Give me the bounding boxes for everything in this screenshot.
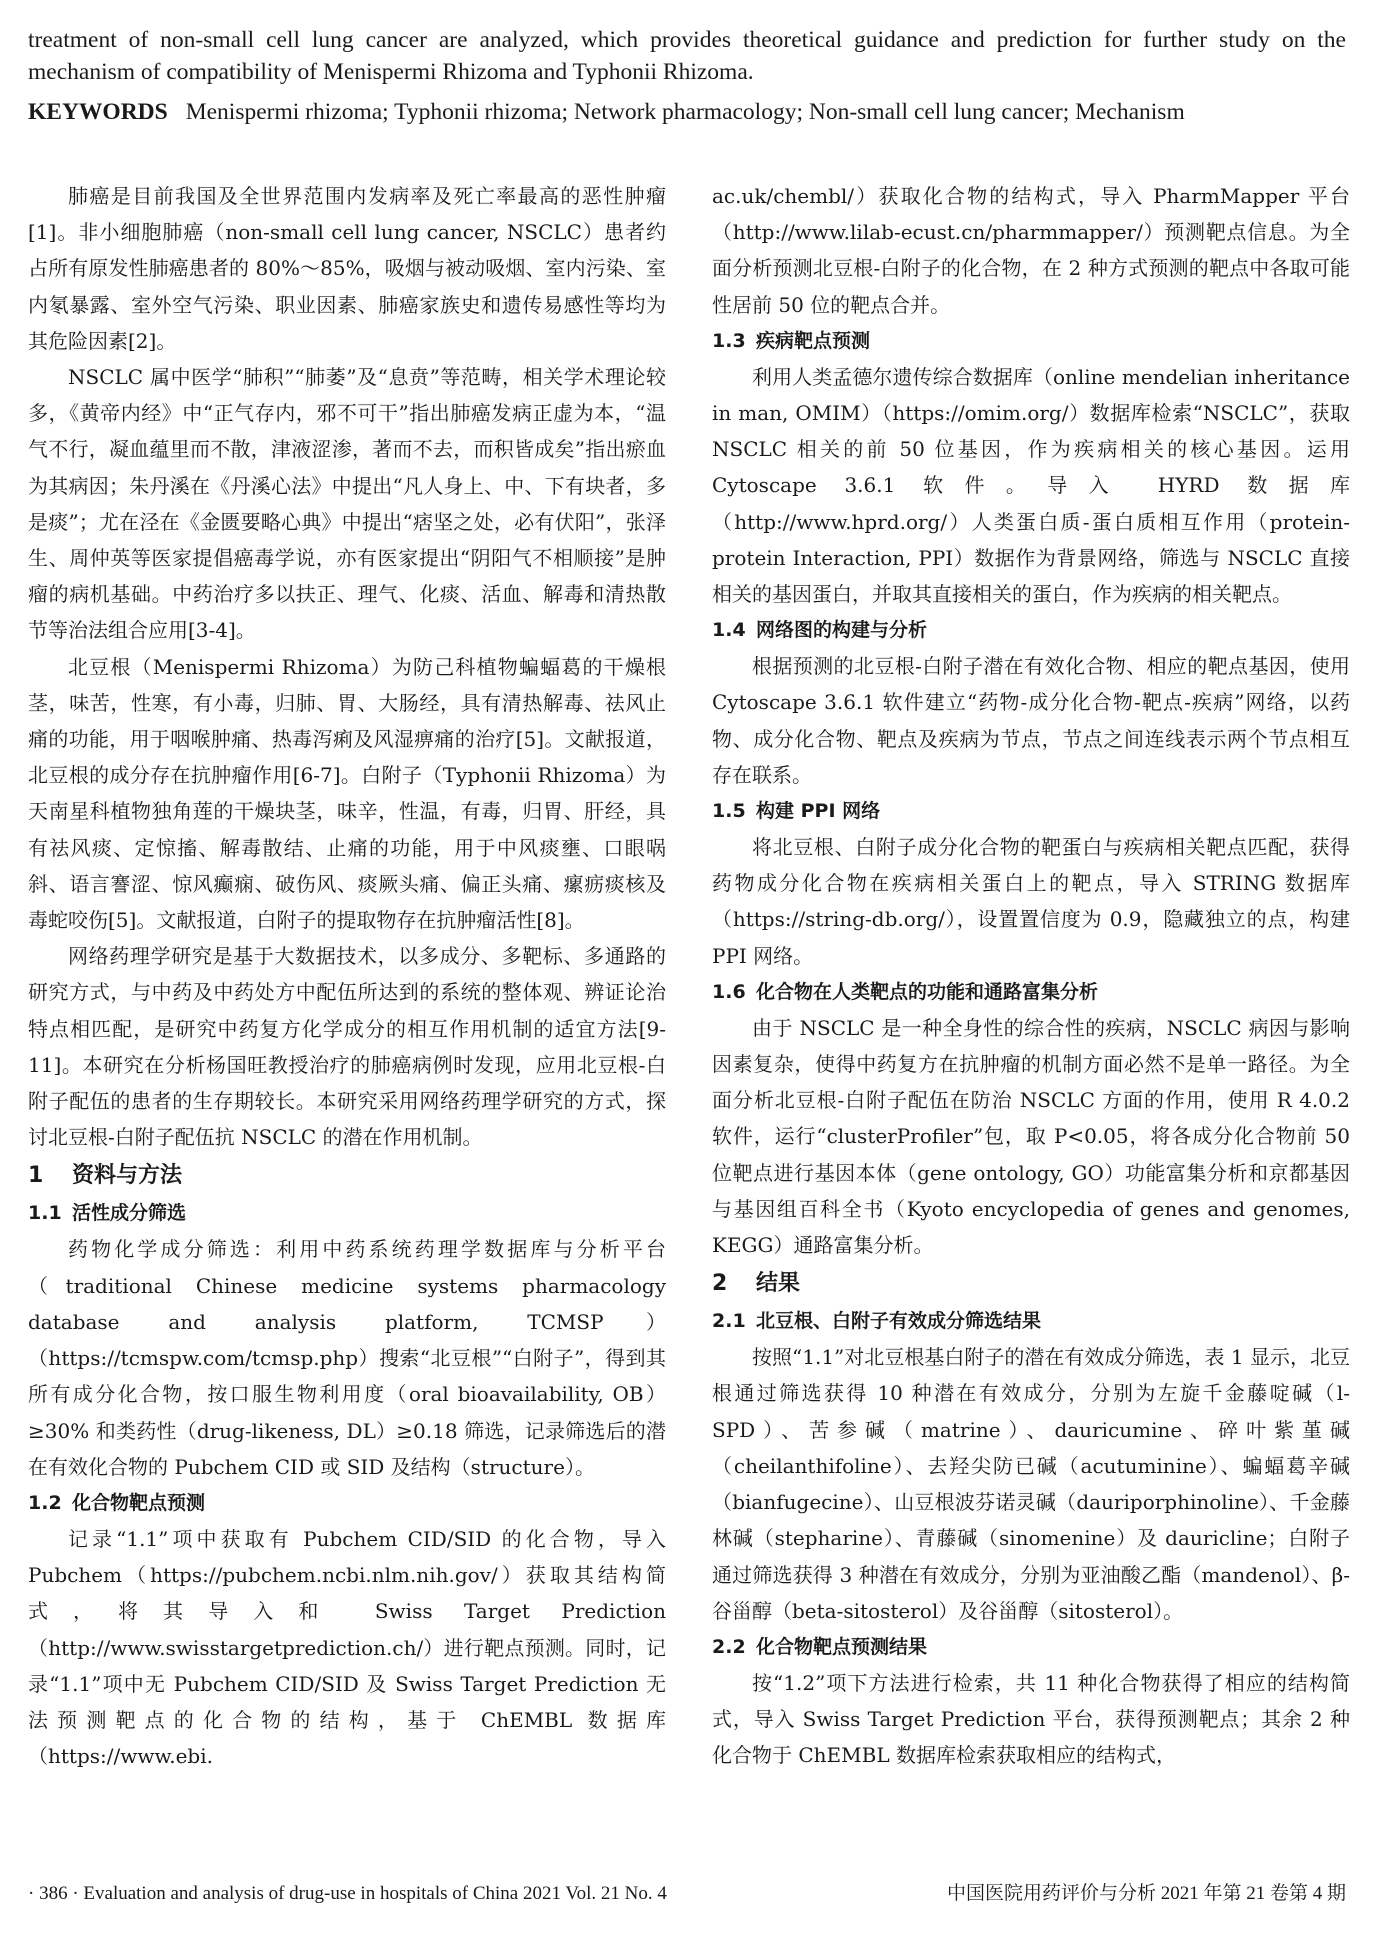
paragraph: 将北豆根、白附子成分化合物的靶蛋白与疾病相关靶点匹配，获得药物成分化合物在疾病相关蛋白上的靶点，导入 STRING 数据库（https://string-db.org/），设置置信度为 0.9，隐藏独立的点，构建 PPI 网络。 bbox=[712, 835, 1350, 968]
subsection-title: 疾病靶点预测 bbox=[756, 329, 871, 352]
subsection-number: 1.1 bbox=[28, 1202, 62, 1225]
subsection-title: 化合物靶点预测结果 bbox=[756, 1635, 928, 1658]
section-number: 2 bbox=[712, 1271, 728, 1297]
paragraph: 网络药理学研究是基于大数据技术，以多成分、多靶标、多通路的研究方式，与中药及中药处方中配伍所达到的系统的整体观、辨证论治特点相匹配，是研究中药复方化学成分的相互作用机制的适宜方法[9-11]。本研究在分析杨国旺教授治疗的肺癌病例时发现，应用北豆根-白附子配伍的患者的生存期较长。本研究采用网络药理学研究的方式，探讨北豆根-白附子配伍抗 NSCLC 的潜在作用机制。 bbox=[28, 944, 666, 1150]
section-heading bbox=[28, 1157, 666, 1195]
paragraph: 按照“1.1”对北豆根基白附子的潜在有效成分筛选，表 1 显示，北豆根通过筛选获得 10 种潜在有效成分，分别为左旋千金藤啶碱（l-SPD）、苦参碱（matrine）、dauricumine、碎叶紫堇碱（cheilanthifoline）、去羟尖防已碱（acutuminine）、蝙蝠葛辛碱（bianfugecine）、山豆根波芬诺灵碱（dauriporphinoline）、千金藤林碱（stepharine）、青藤碱（sinomenine）及 dauricline；白附子通过筛选获得 3 种潜在有效成分，分别为亚油酸乙酯（mandenol）、β-谷甾醇（beta-sitosterol）及谷甾醇（sitosterol）。 bbox=[712, 1345, 1350, 1623]
subsection-heading bbox=[28, 1485, 666, 1521]
paragraph: 药物化学成分筛选：利用中药系统药理学数据库与分析平台（traditional Chinese medicine systems pharmacology database and analysis platform, TCMSP）（https://tcmspw.com/tcmsp.php）搜索“北豆根”“白附子”，得到其所有成分化合物，按口服生物利用度（oral bioavailability, OB）≥30% 和类药性（drug-likeness, DL）≥0.18 筛选，记录筛选后的潜在有效化合物的 Pubchem CID 或 SID 及结构（structure）。 bbox=[28, 1237, 666, 1479]
section-heading bbox=[712, 1265, 1350, 1303]
abstract-tail: treatment of non-small cell lung cancer are analyzed, which provides theoretical guidance and prediction for further study on the mechanism of compatibility of Menispermi Rhizoma and Typhonii Rhizoma. bbox=[28, 27, 1346, 85]
subsection-number: 2.1 bbox=[712, 1310, 746, 1333]
left-column bbox=[28, 178, 666, 1774]
subsection-heading bbox=[712, 793, 1350, 829]
paragraph: 按“1.2”项下方法进行检索，共 11 种化合物获得了相应的结构简式，导入 Swiss Target Prediction 平台，获得预测靶点；其余 2 种化合物于 ChEMBL 数据库检索获取相应的结构式， bbox=[712, 1670, 1350, 1768]
paragraph: 由于 NSCLC 是一种全身性的综合性的疾病，NSCLC 病因与影响因素复杂，使得中药复方在抗肿瘤的机制方面必然不是单一路径。为全面分析北豆根-白附子配伍在防治 NSCLC 方面的作用，使用 R 4.0.2 软件，运行“clusterProfiler”包，取 P<0.05，将各成分化合物前 50 位靶点进行基因本体（gene ontology, GO）功能富集分析和京都基因与基因组百科全书（Kyoto encyclopedia of genes and genomes, KEGG）通路富集分析。 bbox=[712, 1015, 1350, 1258]
paragraph: 肺癌是目前我国及全世界范围内发病率及死亡率最高的恶性肿瘤[1]。非小细胞肺癌（non-small cell lung cancer, NSCLC）患者约占所有原发性肺癌患者的 80%～85%，吸烟与被动吸烟、室内污染、室内氡暴露、室外空气污染、职业因素、肺癌家族史和遗传易感性等均为其危险因素[2]。 bbox=[28, 184, 666, 353]
subsection-number: 1.4 bbox=[712, 619, 746, 642]
section-title: 结果 bbox=[756, 1271, 801, 1297]
subsection-title: 北豆根、白附子有效成分筛选结果 bbox=[756, 1310, 1042, 1333]
subsection-title: 化合物在人类靶点的功能和通路富集分析 bbox=[756, 980, 1099, 1003]
footer-left: · 386 · Evaluation and analysis of drug-use in hospitals of China 2021 Vol. 21 No. 4 bbox=[28, 1883, 667, 1904]
paragraph: 利用人类孟德尔遗传综合数据库（online mendelian inheritance in man, OMIM）（https://omim.org/）数据库检索“NSCLC”，获取 NSCLC 相关的前 50 位基因，作为疾病相关的核心基因。运用 Cytoscape 3.6.1 软件。导入 HYRD 数据库（http://www.hprd.org/）人类蛋白质-蛋白质相互作用（protein-protein Interaction, PPI）数据作为背景网络，筛选与 NSCLC 直接相关的基因蛋白，并取其直接相关的蛋白，作为疾病的相关靶点。 bbox=[712, 364, 1350, 607]
keywords-label: KEYWORDS bbox=[28, 99, 168, 125]
subsection-number: 1.6 bbox=[712, 980, 746, 1003]
keywords-line bbox=[28, 96, 1346, 128]
subsection-heading bbox=[712, 974, 1350, 1010]
subsection-heading bbox=[712, 323, 1350, 359]
keywords-text: Menispermi rhizoma; Typhonii rhizoma; Network pharmacology; Non-small cell lung cancer; Mechanism bbox=[185, 99, 1185, 125]
subsection-title: 化合物靶点预测 bbox=[72, 1491, 206, 1514]
section-number: 1 bbox=[28, 1163, 44, 1189]
section-title: 资料与方法 bbox=[72, 1163, 183, 1189]
subsection-heading bbox=[28, 1195, 666, 1231]
paragraph: 北豆根（Menispermi Rhizoma）为防己科植物蝙蝠葛的干燥根茎，味苦，性寒，有小毒，归肺、胃、大肠经，具有清热解毒、祛风止痛的功能，用于咽喉肿痛、热毒泻痢及风湿痹痛的治疗[5]。文献报道，北豆根的成分存在抗肿瘤作用[6-7]。白附子（Typhonii Rhizoma）为天南星科植物独角莲的干燥块茎，味辛，性温，有毒，归胃、肝经，具有祛风痰、定惊搐、解毒散结、止痛的功能，用于中风痰壅、口眼㖞斜、语言謇涩、惊风癫痫、破伤风、痰厥头痛、偏正头痛、瘰疬痰核及毒蛇咬伤[5]。文献报道，白附子的提取物存在抗肿瘤活性[8]。 bbox=[28, 654, 666, 933]
subsection-number: 2.2 bbox=[712, 1635, 746, 1658]
subsection-heading bbox=[712, 612, 1350, 648]
subsection-heading bbox=[712, 1303, 1350, 1339]
footer-right: 中国医院用药评价与分析 2021 年第 21 卷第 4 期 bbox=[946, 1883, 1346, 1904]
paragraph: 根据预测的北豆根-白附子潜在有效化合物、相应的靶点基因，使用 Cytoscape 3.6.1 软件建立“药物-成分化合物-靶点-疾病”网络，以药物、成分化合物、靶点及疾病为节点，节点之间连线表示两个节点相互存在联系。 bbox=[712, 654, 1350, 787]
subsection-title: 构建 PPI 网络 bbox=[756, 800, 881, 823]
paragraph: NSCLC 属中医学“肺积”“肺萎”及“息贲”等范畴，相关学术理论较多，《黄帝内经》中“正气存内，邪不可干”指出肺癌发病正虚为本，“温气不行，凝血蕴里而不散，津液涩渗，著而不去，而积皆成矣”指出瘀血为其病因；朱丹溪在《丹溪心法》中提出“凡人身上、中、下有块者，多是痰”；尤在泾在《金匮要略心典》中提出“痞坚之处，必有伏阳”，张泽生、周仲英等医家提倡癌毒学说，亦有医家提出“阴阳气不相顺接”是肿瘤的病机基础。中药治疗多以扶正、理气、化痰、活血、解毒和清热散节等治法组合应用[3-4]。 bbox=[28, 365, 666, 643]
subsection-title: 网络图的构建与分析 bbox=[756, 619, 928, 642]
subsection-heading bbox=[712, 1629, 1350, 1665]
subsection-number: 1.5 bbox=[712, 800, 746, 823]
paragraph: 记录“1.1”项中获取有 Pubchem CID/SID 的化合物，导入 Pubchem（https://pubchem.ncbi.nlm.nih.gov/）获取其结构简式，将其导入和 Swiss Target Prediction（http://www.swisstargetprediction.ch/）进行靶点预测。同时，记录“1.1”项中无 Pubchem CID/SID 及 Swiss Target Prediction 无法预测靶点的化合物的结构，基于 ChEMBL 数据库（https://www.ebi. bbox=[28, 1526, 666, 1769]
right-column bbox=[712, 178, 1350, 1774]
subsection-number: 1.2 bbox=[28, 1491, 62, 1514]
subsection-number: 1.3 bbox=[712, 329, 746, 352]
subsection-title: 活性成分筛选 bbox=[72, 1202, 187, 1225]
paragraph-continued: ac.uk/chembl/）获取化合物的结构式，导入 PharmMapper 平台（http://www.lilab-ecust.cn/pharmmapper/）预测靶点信息。为全面分析预测北豆根-白附子的化合物，在 2 种方式预测的靶点中各取可能性居前 50 位的靶点合并。 bbox=[712, 184, 1350, 317]
